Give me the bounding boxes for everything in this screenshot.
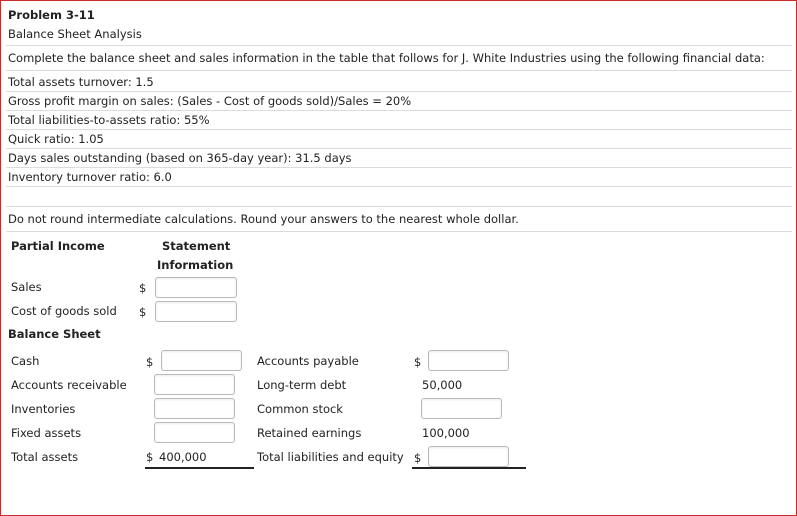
retained-earnings-value: 100,000: [422, 426, 470, 440]
accounts-receivable-label: Accounts receivable: [11, 378, 127, 392]
long-term-debt-label: Long-term debt: [257, 378, 347, 392]
total-liabilities-equity-currency: $: [414, 451, 422, 465]
total-assets-underline: [145, 467, 254, 469]
data-line-quick-ratio: Quick ratio: 1.05: [8, 132, 104, 146]
accounts-payable-input[interactable]: [428, 350, 509, 371]
total-assets-label: Total assets: [11, 450, 79, 464]
common-stock-label: Common stock: [257, 402, 343, 416]
fixed-assets-label: Fixed assets: [11, 426, 82, 440]
cogs-label: Cost of goods sold: [11, 304, 117, 318]
instruction-text: Do not round intermediate calculations. Round your answers to the nearest whole dollar.: [8, 212, 519, 226]
problem-subtitle: Balance Sheet Analysis: [8, 27, 142, 41]
data-line-dso: Days sales outstanding (based on 365-day year): 31.5 days: [8, 151, 352, 165]
retained-earnings-label: Retained earnings: [257, 426, 362, 440]
cogs-input[interactable]: [155, 301, 237, 322]
cash-input[interactable]: [161, 350, 242, 371]
data-line-asset-turnover: Total assets turnover: 1.5: [8, 75, 154, 89]
divider: [6, 45, 792, 46]
problem-title: Problem 3-11: [8, 8, 95, 22]
inventories-label: Inventories: [11, 402, 76, 416]
divider: [6, 148, 792, 149]
data-line-gross-margin: Gross profit margin on sales: (Sales - Cost of goods sold)/Sales = 20%: [8, 94, 412, 108]
divider: [6, 110, 792, 111]
divider: [6, 186, 792, 187]
divider: [6, 167, 792, 168]
data-line-liabilities-ratio: Total liabilities-to-assets ratio: 55%: [8, 113, 210, 127]
cogs-currency: $: [139, 305, 147, 319]
accounts-payable-label: Accounts payable: [257, 354, 359, 368]
income-header-left: Partial Income: [11, 239, 105, 253]
balance-sheet-header: Balance Sheet: [8, 327, 101, 341]
accounts-payable-currency: $: [414, 355, 422, 369]
total-liabilities-equity-underline: [412, 467, 526, 469]
data-line-inventory-turnover: Inventory turnover ratio: 6.0: [8, 170, 172, 184]
divider: [6, 231, 792, 232]
problem-intro: Complete the balance sheet and sales information in the table that follows for J. White Industries using the following financial data:: [8, 51, 765, 65]
total-assets-currency: $: [146, 450, 154, 464]
accounts-receivable-input[interactable]: [154, 374, 235, 395]
total-liabilities-equity-label: Total liabilities and equity: [257, 450, 404, 464]
income-header-right-1: Statement: [162, 239, 231, 253]
common-stock-input[interactable]: [421, 398, 502, 419]
sales-label: Sales: [11, 280, 42, 294]
fixed-assets-input[interactable]: [154, 422, 235, 443]
divider: [6, 91, 792, 92]
divider: [6, 206, 792, 207]
total-liabilities-equity-input[interactable]: [428, 446, 509, 467]
long-term-debt-value: 50,000: [422, 378, 463, 392]
divider: [6, 129, 792, 130]
cash-currency: $: [146, 355, 154, 369]
sales-currency: $: [139, 281, 147, 295]
income-header-right-2: Information: [157, 258, 234, 272]
cash-label: Cash: [11, 354, 40, 368]
inventories-input[interactable]: [154, 398, 235, 419]
sales-input[interactable]: [155, 277, 237, 298]
total-assets-value: 400,000: [159, 450, 207, 464]
divider: [6, 70, 792, 71]
